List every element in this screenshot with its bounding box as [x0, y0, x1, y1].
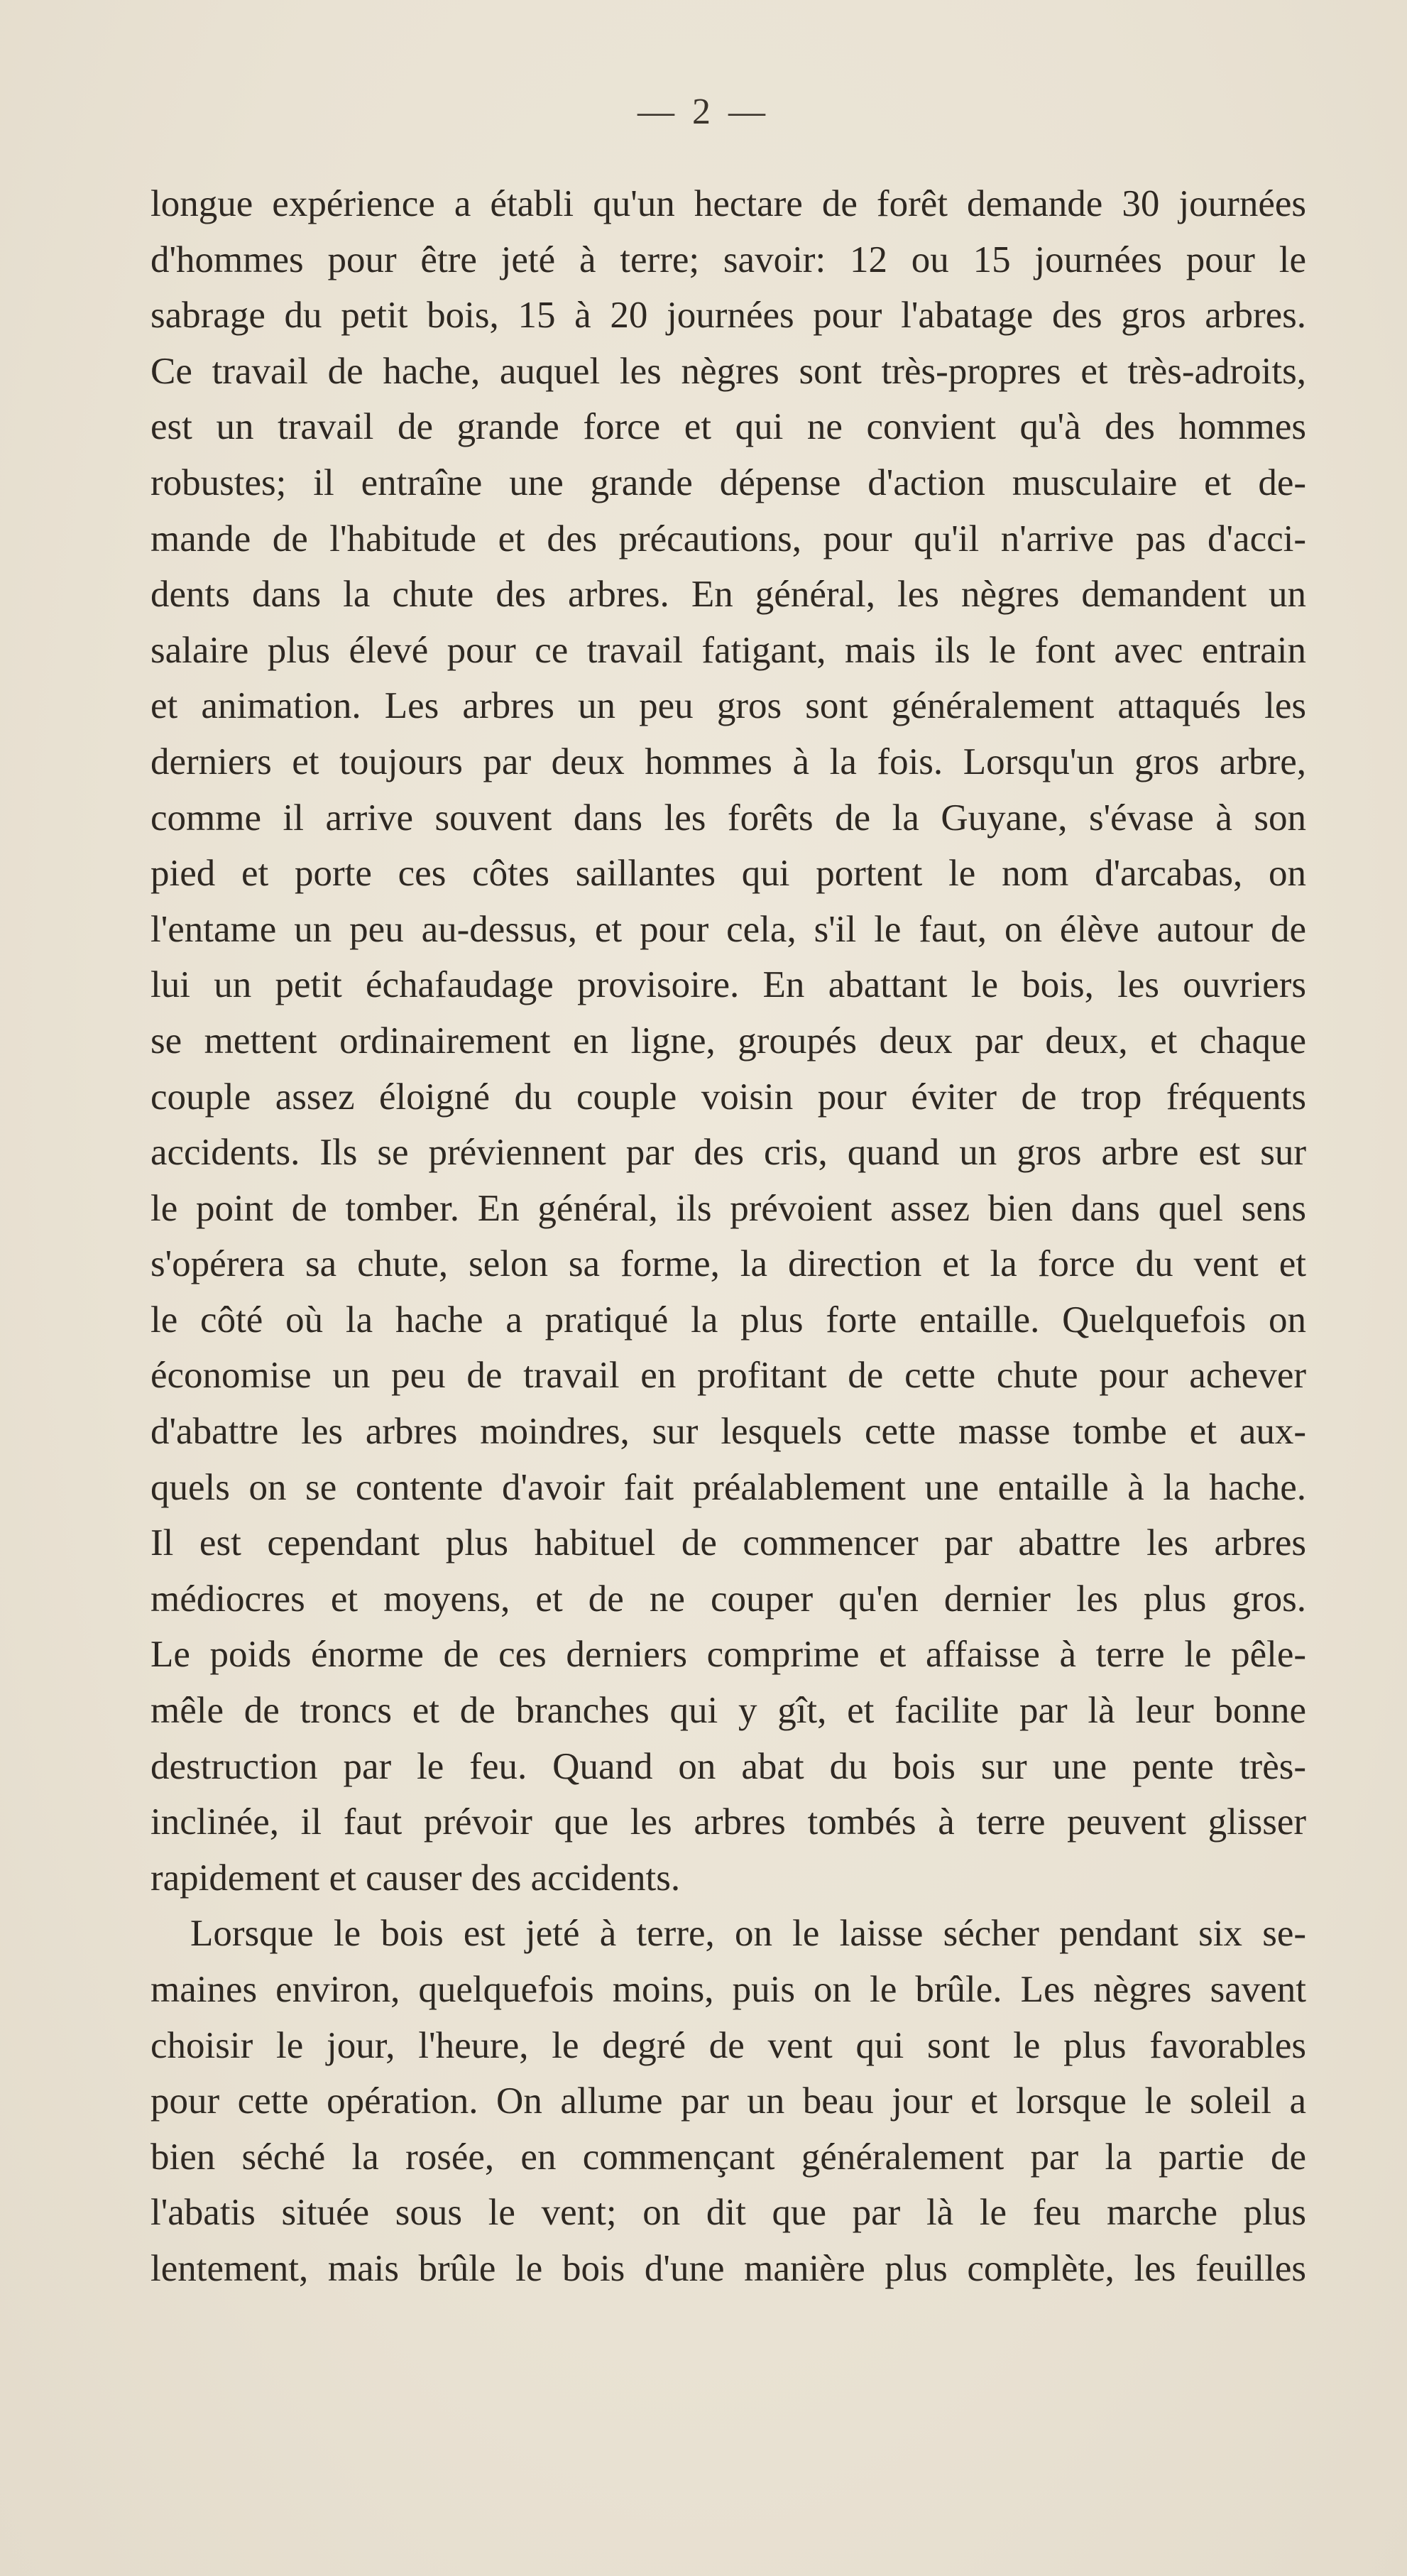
text-line: médiocres et moyens, et de ne couper qu'en dernier les plus gros.: [150, 1578, 1306, 1620]
body-text: [150, 176, 1306, 2297]
text-line: mêle de troncs et de branches qui y gît, et facilite par là leur bonne: [150, 1690, 1306, 1732]
text-line: est un travail de grande force et qui ne convient qu'à des hommes: [150, 406, 1306, 448]
text-line: maines environ, quelquefois moins, puis on le brûle. Les nègres savent: [150, 1969, 1306, 2010]
text-line: robustes; il entraîne une grande dépense d'action musculaire et de-: [150, 462, 1306, 503]
text-line: bien séché la rosée, en commençant généralement par la partie de: [150, 2136, 1306, 2178]
text-line: et animation. Les arbres un peu gros sont généralement attaqués les: [150, 685, 1306, 727]
text-line: d'abattre les arbres moindres, sur lesquels cette masse tombe et aux-: [150, 1411, 1306, 1453]
text-line: l'entame un peu au-dessus, et pour cela, s'il le faut, on élève autour de: [150, 908, 1306, 950]
text-line: pied et porte ces côtes saillantes qui portent le nom d'arcabas, on: [150, 853, 1306, 895]
text-line: inclinée, il faut prévoir que les arbres tombés à terre peuvent glisser: [150, 1801, 1306, 1843]
text-line: Lorsque le bois est jeté à terre, on le laisse sécher pendant six se-: [190, 1913, 1306, 1955]
text-line: derniers et toujours par deux hommes à la fois. Lorsqu'un gros arbre,: [150, 741, 1306, 782]
text-line: quels on se contente d'avoir fait préalablement une entaille à la hache.: [150, 1466, 1306, 1508]
text-line: comme il arrive souvent dans les forêts de la Guyane, s'évase à son: [150, 797, 1306, 839]
text-line: choisir le jour, l'heure, le degré de vent qui sont le plus favorables: [150, 2024, 1306, 2066]
text-line: se mettent ordinairement en ligne, groupés deux par deux, et chaque: [150, 1020, 1306, 1061]
text-line: mande de l'habitude et des précautions, pour qu'il n'arrive pas d'acci-: [150, 518, 1306, 560]
text-line: l'abatis située sous le vent; on dit que par là le feu marche plus: [150, 2192, 1306, 2234]
text-line: le côté où la hache a pratiqué la plus forte entaille. Quelquefois on: [150, 1299, 1306, 1341]
text-line: d'hommes pour être jeté à terre; savoir: 12 ou 15 journées pour le: [150, 239, 1306, 280]
text-line: Le poids énorme de ces derniers comprime et affaisse à terre le pêle-: [150, 1634, 1306, 1676]
text-line: couple assez éloigné du couple voisin pour éviter de trop fréquents: [150, 1076, 1306, 1118]
text-line: longue expérience a établi qu'un hectare de forêt demande 30 journées: [150, 183, 1306, 224]
text-line: dents dans la chute des arbres. En général, les nègres demandent un: [150, 574, 1306, 616]
text-line: salaire plus élevé pour ce travail fatigant, mais ils le font avec entrain: [150, 629, 1306, 671]
text-line: le point de tomber. En général, ils prévoient assez bien dans quel sens: [150, 1187, 1306, 1229]
text-line: sabrage du petit bois, 15 à 20 journées pour l'abatage des gros arbres.: [150, 295, 1306, 337]
page-number: — 2 —: [637, 92, 770, 132]
paragraph-1: [150, 176, 1306, 1906]
text-line: accidents. Ils se préviennent par des cris, quand un gros arbre est sur: [150, 1132, 1306, 1174]
text-line: destruction par le feu. Quand on abat du bois sur une pente très-: [150, 1745, 1306, 1787]
text-line: Il est cependant plus habituel de commencer par abattre les arbres: [150, 1522, 1306, 1564]
text-line: Ce travail de hache, auquel les nègres sont très-propres et très-adroits,: [150, 350, 1306, 392]
text-line: rapidement et causer des accidents.: [150, 1857, 681, 1899]
text-line: lui un petit échafaudage provisoire. En abattant le bois, les ouvriers: [150, 964, 1306, 1006]
paragraph-2: [150, 1906, 1306, 2296]
text-line: s'opérera sa chute, selon sa forme, la direction et la force du vent et: [150, 1243, 1306, 1285]
text-line: pour cette opération. On allume par un beau jour et lorsque le soleil a: [150, 2080, 1306, 2122]
text-line: économise un peu de travail en profitant de cette chute pour achever: [150, 1355, 1306, 1397]
text-line: lentement, mais brûle le bois d'une manière plus complète, les feuilles: [150, 2247, 1306, 2289]
